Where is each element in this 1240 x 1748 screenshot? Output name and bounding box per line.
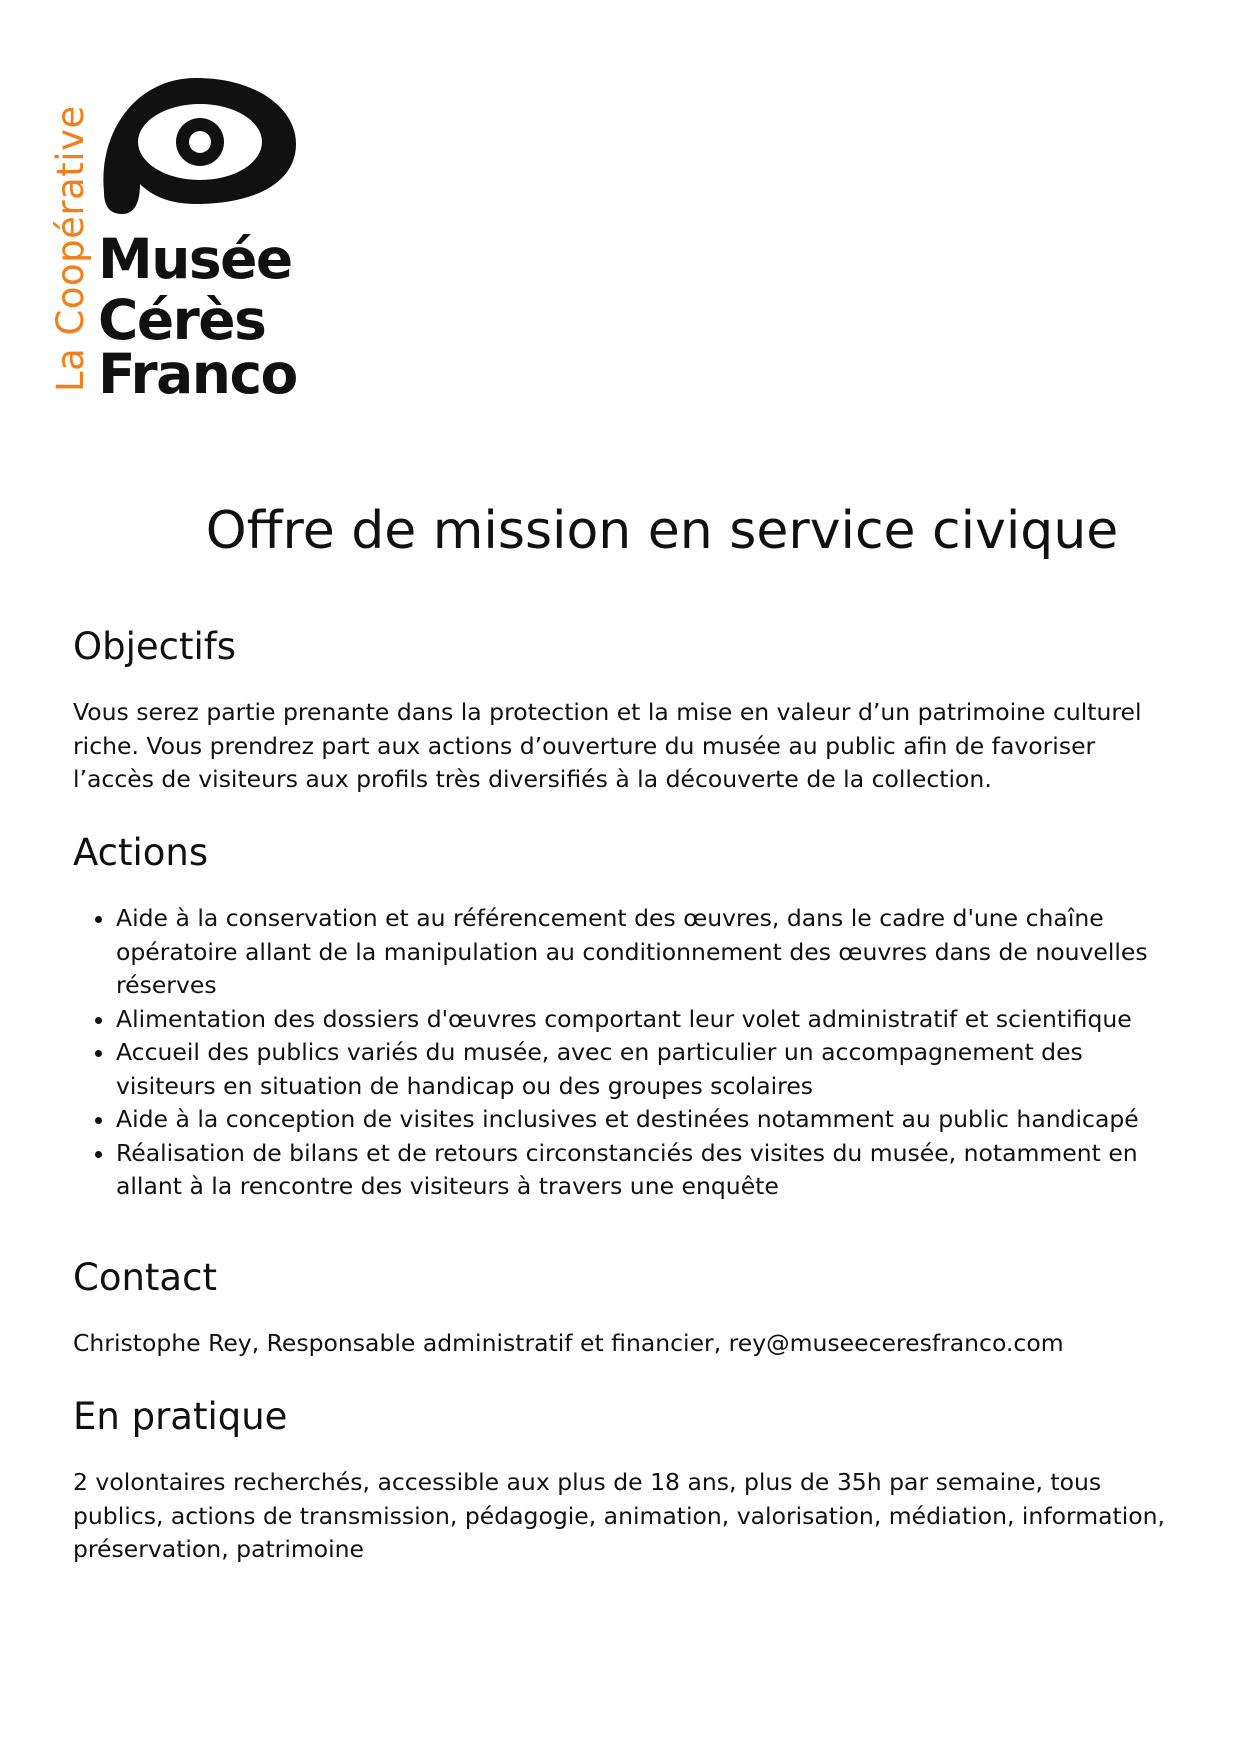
section-actions [73, 831, 1183, 1204]
list-item: • Aide à la conservation et au référencement des œuvres, dans le cadre d'une chaîne opératoire allant de la manipulation au conditionnement des œuvres dans de nouvelles réserves [116, 902, 1183, 1003]
contact-text: Christophe Rey, Responsable administratif et financier, rey@museeceresfranco.com [73, 1329, 1064, 1358]
page-title: Offre de mission en service civique [205, 501, 1119, 561]
actions-list [73, 902, 1183, 1204]
list-item: • Réalisation de bilans et de retours circonstanciés des visites du musée, notamment en allant à la rencontre des visiteurs à travers une enquête [116, 1137, 1183, 1204]
document-body [73, 625, 1183, 1567]
list-item: • Accueil des publics variés du musée, avec en particulier un accompagnement des visiteurs en situation de handicap ou des groupes scolaires [116, 1036, 1183, 1103]
section-contact [73, 1256, 1183, 1361]
logo-word-musee: Musée [98, 227, 292, 291]
section-heading-contact: Contact [73, 1255, 217, 1299]
section-heading-en-pratique: En pratique [73, 1394, 288, 1438]
section-heading-actions: Actions [73, 830, 209, 874]
list-item: • Aide à la conception de visites inclusives et destinées notamment au public handicapé [116, 1103, 1183, 1137]
pratique-text: 2 volontaires recherchés, accessible aux plus de 18 ans, plus de 35h par semaine, tous publics, actions de transmission, pédagogie, animation, valorisation, médiation, information, préservation, patrimoine [73, 1468, 1166, 1564]
logo-word-franco: Franco [98, 342, 297, 406]
objectifs-text: Vous serez partie prenante dans la protection et la mise en valeur d’un patrimoine culturel riche. Vous prendrez part aux actions d’ouverture du musée au public afin de favoriser l’accès de visiteurs aux profils très diversifiés à la découverte de la collection. [73, 698, 1142, 794]
logo-word-ceres: Cérès [98, 288, 266, 352]
section-heading-objectifs: Objectifs [73, 625, 237, 668]
eye-logo-icon [96, 72, 304, 222]
section-objectifs [73, 625, 1183, 797]
section-en-pratique [73, 1395, 1183, 1567]
logo-cooperative-text: La Coopérative [49, 105, 92, 392]
list-item: • Alimentation des dossiers d'œuvres comportant leur volet administratif et scientifique [116, 1003, 1183, 1037]
